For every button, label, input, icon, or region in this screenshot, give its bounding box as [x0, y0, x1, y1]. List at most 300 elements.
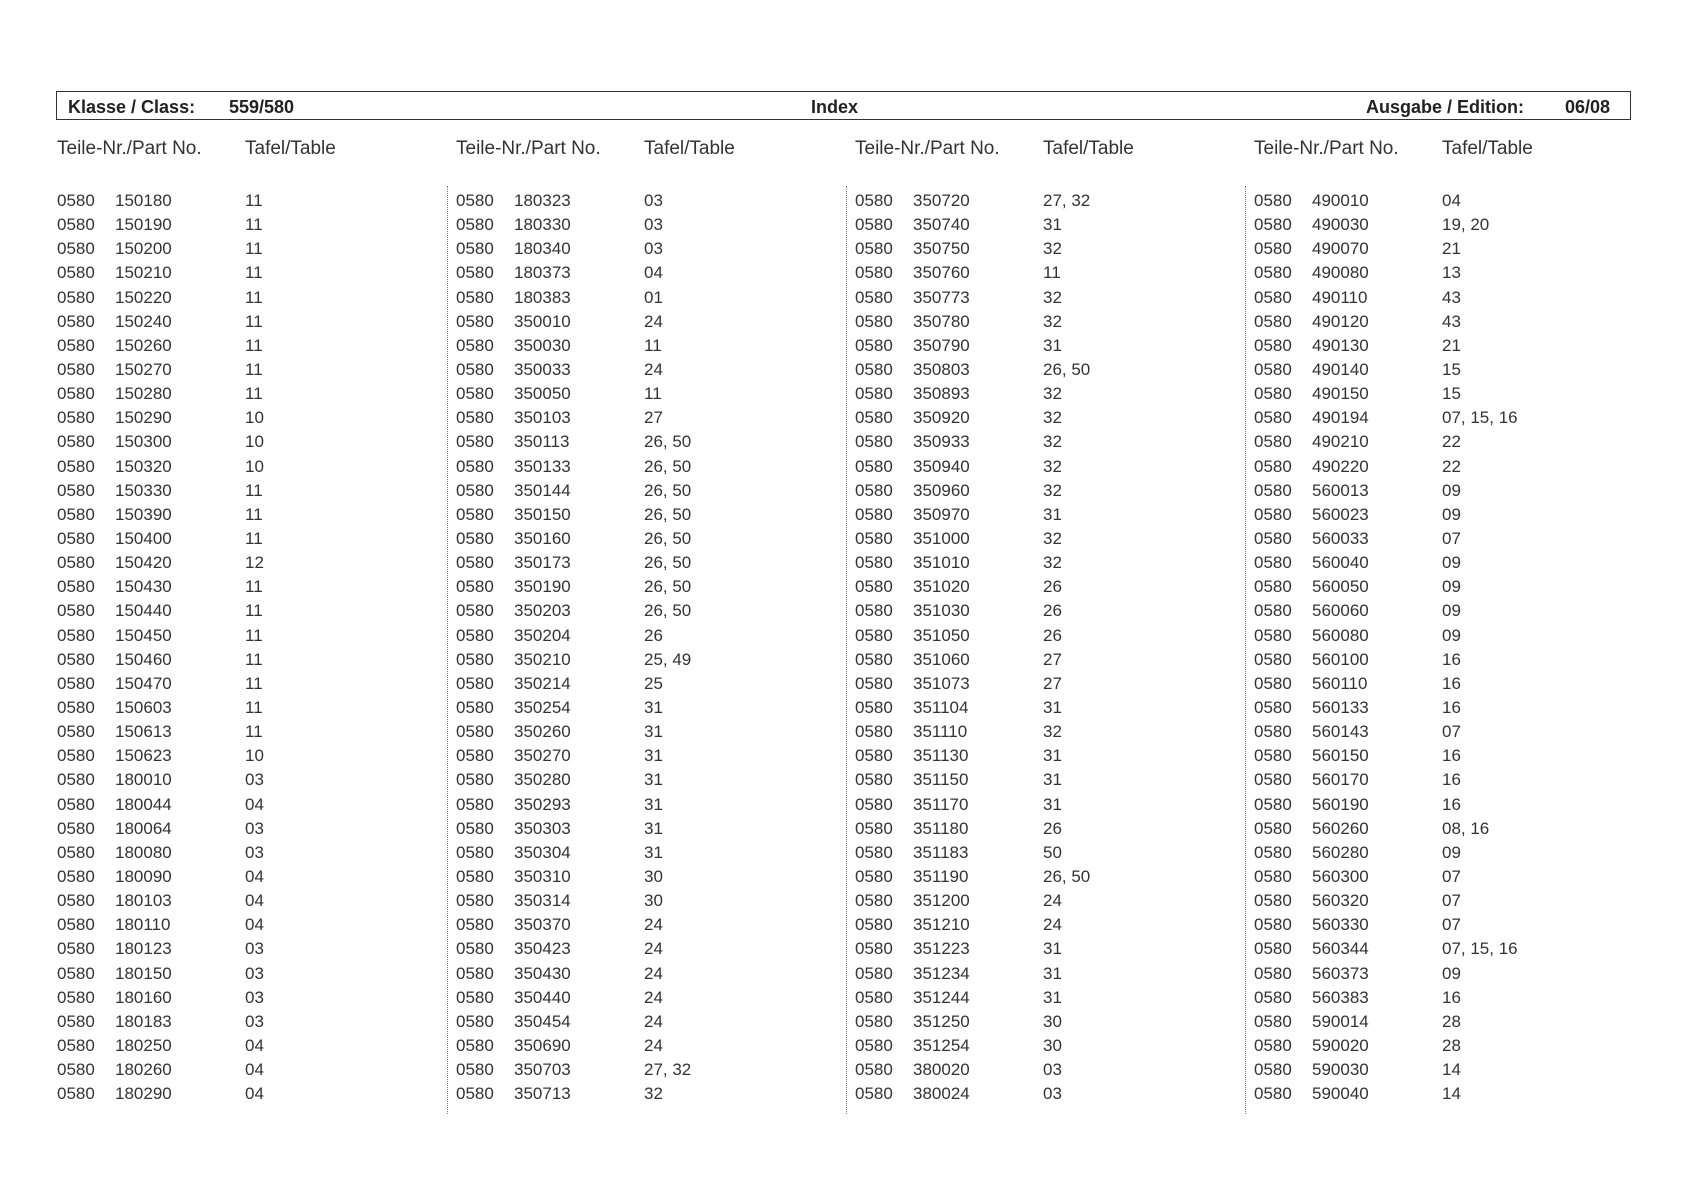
part-prefix: 0580 [1254, 866, 1292, 886]
table-row [855, 843, 1253, 867]
table-ref: 09 [1442, 504, 1461, 524]
part-number: 350803 [913, 359, 970, 379]
table-ref: 32 [1043, 311, 1062, 331]
part-number: 490220 [1312, 456, 1369, 476]
table-row [855, 674, 1253, 698]
table-row [855, 867, 1253, 891]
part-number: 351060 [913, 649, 970, 669]
table-row [57, 263, 455, 287]
table-ref: 21 [1442, 239, 1461, 259]
part-prefix: 0580 [57, 770, 95, 790]
part-number: 180183 [115, 1011, 172, 1031]
part-number: 560033 [1312, 528, 1369, 548]
table-row [1254, 1012, 1652, 1036]
part-prefix: 0580 [1254, 987, 1292, 1007]
part-number: 560040 [1312, 553, 1369, 573]
part-number: 560300 [1312, 866, 1369, 886]
part-number: 180123 [115, 939, 172, 959]
table-ref: 28 [1442, 1011, 1461, 1031]
table-ref: 04 [245, 891, 264, 911]
part-number: 350150 [514, 504, 571, 524]
part-prefix: 0580 [57, 939, 95, 959]
part-prefix: 0580 [1254, 456, 1292, 476]
table-ref: 26, 50 [644, 480, 692, 500]
table-row [1254, 384, 1652, 408]
part-number: 150270 [115, 359, 172, 379]
table-row [456, 1012, 854, 1036]
part-prefix: 0580 [456, 818, 494, 838]
table-row [57, 384, 455, 408]
part-prefix: 0580 [1254, 359, 1292, 379]
part-prefix: 0580 [57, 359, 95, 379]
table-ref: 07 [1442, 866, 1461, 886]
part-number: 180160 [115, 987, 172, 1007]
part-number: 380020 [913, 1060, 970, 1080]
table-row [855, 770, 1253, 794]
table-ref: 16 [1442, 697, 1461, 717]
table-ref: 30 [1043, 1035, 1062, 1055]
part-prefix: 0580 [456, 963, 494, 983]
part-prefix: 0580 [855, 1060, 893, 1080]
part-prefix: 0580 [456, 1084, 494, 1104]
table-row [1254, 360, 1652, 384]
part-prefix: 0580 [1254, 697, 1292, 717]
table-ref: 26, 50 [644, 601, 692, 621]
table-row [57, 988, 455, 1012]
part-number: 350720 [913, 191, 970, 210]
part-prefix: 0580 [855, 504, 893, 524]
part-prefix: 0580 [57, 335, 95, 355]
table-row [1254, 915, 1652, 939]
table-row [57, 891, 455, 915]
part-prefix: 0580 [1254, 215, 1292, 235]
part-number: 350030 [514, 335, 571, 355]
part-prefix: 0580 [855, 263, 893, 283]
part-prefix: 0580 [456, 939, 494, 959]
part-number: 150280 [115, 384, 172, 404]
part-number: 150603 [115, 697, 172, 717]
part-number: 560050 [1312, 577, 1369, 597]
part-number: 350713 [514, 1084, 571, 1104]
part-prefix: 0580 [57, 915, 95, 935]
table-ref: 27, 32 [644, 1060, 692, 1080]
part-prefix: 0580 [1254, 191, 1292, 210]
table-ref: 11 [245, 649, 263, 669]
table-row [57, 312, 455, 336]
part-prefix: 0580 [855, 359, 893, 379]
table-row [57, 481, 455, 505]
table-row [456, 819, 854, 843]
table-row [57, 650, 455, 674]
index-list [1254, 191, 1652, 1108]
table-row [855, 964, 1253, 988]
table-ref: 11 [245, 697, 263, 717]
part-prefix: 0580 [456, 480, 494, 500]
table-row [456, 915, 854, 939]
table-row [1254, 843, 1652, 867]
part-number: 180260 [115, 1060, 172, 1080]
part-prefix: 0580 [456, 335, 494, 355]
table-ref: 24 [644, 987, 663, 1007]
index-column [855, 138, 1253, 1118]
part-prefix: 0580 [855, 553, 893, 573]
table-row [855, 288, 1253, 312]
part-number: 350293 [514, 794, 571, 814]
part-number: 350690 [514, 1035, 571, 1055]
table-row [456, 601, 854, 625]
index-column [57, 138, 455, 1118]
table-row [57, 867, 455, 891]
table-row [456, 650, 854, 674]
part-number: 180150 [115, 963, 172, 983]
table-row [1254, 457, 1652, 481]
table-ref: 15 [1442, 384, 1461, 404]
column-divider [846, 186, 847, 1114]
part-prefix: 0580 [57, 191, 95, 210]
table-ref: 11 [644, 384, 662, 404]
table-row [456, 191, 854, 215]
part-number: 351223 [913, 939, 970, 959]
table-row [57, 674, 455, 698]
part-number: 180250 [115, 1035, 172, 1055]
part-number: 150420 [115, 553, 172, 573]
part-number: 150290 [115, 408, 172, 428]
part-prefix: 0580 [1254, 722, 1292, 742]
table-row [456, 746, 854, 770]
table-ref: 24 [644, 963, 663, 983]
part-number: 350210 [514, 649, 571, 669]
table-row [57, 239, 455, 263]
part-prefix: 0580 [1254, 239, 1292, 259]
table-row [855, 457, 1253, 481]
table-row [456, 312, 854, 336]
column-divider [447, 186, 448, 1114]
part-number: 350254 [514, 697, 571, 717]
table-ref: 24 [644, 939, 663, 959]
table-ref: 31 [1043, 504, 1062, 524]
table-row [855, 360, 1253, 384]
part-prefix: 0580 [855, 1084, 893, 1104]
table-row [1254, 770, 1652, 794]
part-number: 490130 [1312, 335, 1369, 355]
table-ref: 25, 49 [644, 649, 692, 669]
table-row [1254, 336, 1652, 360]
table-ref: 12 [245, 553, 264, 573]
part-number: 350440 [514, 987, 571, 1007]
table-row [855, 505, 1253, 529]
table-ref: 14 [1442, 1084, 1461, 1104]
table-ref: 31 [1043, 963, 1062, 983]
table-row [456, 577, 854, 601]
table-row [1254, 722, 1652, 746]
part-prefix: 0580 [456, 866, 494, 886]
part-prefix: 0580 [1254, 625, 1292, 645]
table-ref: 09 [1442, 480, 1461, 500]
table-ref: 04 [245, 1084, 264, 1104]
table-ref: 24 [644, 1035, 663, 1055]
table-row [57, 577, 455, 601]
part-number: 560023 [1312, 504, 1369, 524]
table-row [57, 843, 455, 867]
part-prefix: 0580 [456, 697, 494, 717]
table-row [456, 770, 854, 794]
table-ref: 04 [245, 1035, 264, 1055]
table-row [57, 1012, 455, 1036]
table-row [855, 650, 1253, 674]
table-row [57, 964, 455, 988]
part-number: 351200 [913, 891, 970, 911]
table-row [57, 432, 455, 456]
part-prefix: 0580 [1254, 891, 1292, 911]
table-row [57, 191, 455, 215]
table-row [1254, 698, 1652, 722]
part-prefix: 0580 [57, 794, 95, 814]
table-row [57, 1084, 455, 1108]
table-ref: 26 [1043, 625, 1062, 645]
part-number: 150200 [115, 239, 172, 259]
table-ref: 24 [644, 915, 663, 935]
part-number: 350703 [514, 1060, 571, 1080]
table-ref: 11 [245, 601, 263, 621]
table-ref: 11 [245, 673, 263, 693]
table-row [456, 384, 854, 408]
table-ref: 16 [1442, 770, 1461, 790]
part-number: 490030 [1312, 215, 1369, 235]
table-row [456, 795, 854, 819]
table-row [855, 384, 1253, 408]
part-number: 490194 [1312, 408, 1369, 428]
part-number: 350893 [913, 384, 970, 404]
table-row [456, 843, 854, 867]
table-ref: 03 [644, 215, 663, 235]
table-row [855, 529, 1253, 553]
table-ref: 31 [644, 842, 663, 862]
part-prefix: 0580 [57, 456, 95, 476]
part-number: 560150 [1312, 746, 1369, 766]
table-row [57, 915, 455, 939]
table-ref: 04 [245, 794, 264, 814]
part-number: 150390 [115, 504, 172, 524]
part-number: 351000 [913, 528, 970, 548]
table-row [1254, 577, 1652, 601]
part-number: 590040 [1312, 1084, 1369, 1104]
table-header: Tafel/Table [1442, 138, 1533, 159]
part-number: 490150 [1312, 384, 1369, 404]
table-ref: 03 [245, 1011, 264, 1031]
part-prefix: 0580 [456, 625, 494, 645]
part-number: 180090 [115, 866, 172, 886]
table-ref: 27 [1043, 673, 1062, 693]
part-number: 180110 [115, 915, 171, 935]
part-number: 380024 [913, 1084, 970, 1104]
part-prefix: 0580 [456, 1035, 494, 1055]
part-prefix: 0580 [1254, 528, 1292, 548]
table-row [1254, 408, 1652, 432]
part-number: 350920 [913, 408, 970, 428]
part-number: 350304 [514, 842, 571, 862]
table-ref: 26 [1043, 601, 1062, 621]
part-prefix: 0580 [855, 1035, 893, 1055]
part-prefix: 0580 [57, 480, 95, 500]
table-row [456, 263, 854, 287]
part-number: 351190 [913, 866, 969, 886]
table-row [57, 939, 455, 963]
table-ref: 16 [1442, 673, 1461, 693]
table-ref: 03 [644, 239, 663, 259]
part-number: 180044 [115, 794, 172, 814]
table-ref: 28 [1442, 1035, 1461, 1055]
part-number: 150300 [115, 432, 172, 452]
table-ref: 31 [1043, 987, 1062, 1007]
table-row [1254, 1084, 1652, 1108]
part-number: 490070 [1312, 239, 1369, 259]
table-row [57, 698, 455, 722]
table-ref: 07 [1442, 891, 1461, 911]
part-number: 560100 [1312, 649, 1369, 669]
table-ref: 11 [245, 311, 263, 331]
part-prefix: 0580 [57, 649, 95, 669]
table-row [855, 795, 1253, 819]
part-prefix: 0580 [855, 335, 893, 355]
table-row [456, 408, 854, 432]
part-number: 560013 [1312, 480, 1369, 500]
part-number: 351104 [913, 697, 969, 717]
part-number: 180064 [115, 818, 172, 838]
part-prefix: 0580 [57, 746, 95, 766]
table-ref: 11 [245, 504, 263, 524]
part-prefix: 0580 [456, 456, 494, 476]
part-prefix: 0580 [456, 408, 494, 428]
table-ref: 26, 50 [644, 432, 692, 452]
part-prefix: 0580 [855, 528, 893, 548]
part-number: 150220 [115, 287, 172, 307]
table-row [855, 626, 1253, 650]
part-number: 350214 [514, 673, 571, 693]
table-header: Tafel/Table [644, 138, 735, 159]
part-number: 590020 [1312, 1035, 1369, 1055]
part-number: 150190 [115, 215, 172, 235]
table-ref: 21 [1442, 335, 1461, 355]
table-row [855, 191, 1253, 215]
part-prefix: 0580 [1254, 335, 1292, 355]
table-row [855, 988, 1253, 1012]
part-prefix: 0580 [57, 1060, 95, 1080]
part-number: 560320 [1312, 891, 1369, 911]
table-row [855, 336, 1253, 360]
part-prefix: 0580 [57, 1084, 95, 1104]
part-number-header: Teile-Nr./Part No. [57, 138, 202, 159]
part-number: 350160 [514, 528, 571, 548]
table-ref: 32 [1043, 722, 1062, 742]
table-row [1254, 650, 1652, 674]
part-prefix: 0580 [1254, 1011, 1292, 1031]
table-ref: 31 [644, 818, 663, 838]
part-number: 351183 [913, 842, 969, 862]
table-row [855, 312, 1253, 336]
part-prefix: 0580 [1254, 1035, 1292, 1055]
part-prefix: 0580 [456, 553, 494, 573]
table-row [1254, 867, 1652, 891]
part-number: 350144 [514, 480, 571, 500]
table-row [855, 698, 1253, 722]
table-ref: 13 [1442, 263, 1461, 283]
table-row [456, 336, 854, 360]
table-ref: 26, 50 [644, 553, 692, 573]
table-row [57, 553, 455, 577]
part-prefix: 0580 [57, 215, 95, 235]
table-ref: 01 [644, 287, 663, 307]
table-row [456, 867, 854, 891]
table-row [1254, 288, 1652, 312]
table-row [456, 964, 854, 988]
part-number: 490210 [1312, 432, 1369, 452]
part-prefix: 0580 [456, 191, 494, 210]
part-number: 350190 [514, 577, 571, 597]
part-prefix: 0580 [855, 770, 893, 790]
table-row [57, 819, 455, 843]
part-number: 150260 [115, 335, 172, 355]
table-row [456, 722, 854, 746]
part-prefix: 0580 [57, 722, 95, 742]
part-number: 560143 [1312, 722, 1369, 742]
part-prefix: 0580 [57, 818, 95, 838]
table-row [855, 1060, 1253, 1084]
index-column [456, 138, 854, 1118]
table-row [456, 988, 854, 1012]
part-prefix: 0580 [456, 239, 494, 259]
table-row [456, 891, 854, 915]
table-ref: 11 [245, 722, 263, 742]
table-ref: 09 [1442, 553, 1461, 573]
table-ref: 31 [644, 746, 663, 766]
table-row [855, 722, 1253, 746]
table-ref: 32 [1043, 456, 1062, 476]
part-number: 350113 [514, 432, 570, 452]
part-prefix: 0580 [456, 215, 494, 235]
part-number: 351210 [913, 915, 970, 935]
part-prefix: 0580 [456, 649, 494, 669]
table-row [456, 457, 854, 481]
part-number: 350370 [514, 915, 571, 935]
part-number: 560330 [1312, 915, 1369, 935]
part-number: 180290 [115, 1084, 172, 1104]
part-prefix: 0580 [855, 625, 893, 645]
part-number: 560260 [1312, 818, 1369, 838]
part-number-header: Teile-Nr./Part No. [1254, 138, 1399, 159]
part-prefix: 0580 [456, 673, 494, 693]
part-prefix: 0580 [1254, 915, 1292, 935]
table-ref: 26, 50 [1043, 359, 1091, 379]
table-ref: 03 [1043, 1060, 1062, 1080]
table-ref: 11 [245, 528, 263, 548]
part-number: 350750 [913, 239, 970, 259]
table-row [1254, 626, 1652, 650]
table-row [57, 215, 455, 239]
table-row [1254, 1060, 1652, 1084]
part-number: 560344 [1312, 939, 1369, 959]
part-number: 590014 [1312, 1011, 1369, 1031]
table-ref: 04 [245, 866, 264, 886]
table-ref: 31 [644, 770, 663, 790]
table-ref: 31 [644, 697, 663, 717]
part-prefix: 0580 [1254, 794, 1292, 814]
part-prefix: 0580 [855, 408, 893, 428]
table-row [57, 601, 455, 625]
table-ref: 03 [1043, 1084, 1062, 1104]
part-number: 560170 [1312, 770, 1369, 790]
part-prefix: 0580 [456, 891, 494, 911]
part-number: 150430 [115, 577, 172, 597]
